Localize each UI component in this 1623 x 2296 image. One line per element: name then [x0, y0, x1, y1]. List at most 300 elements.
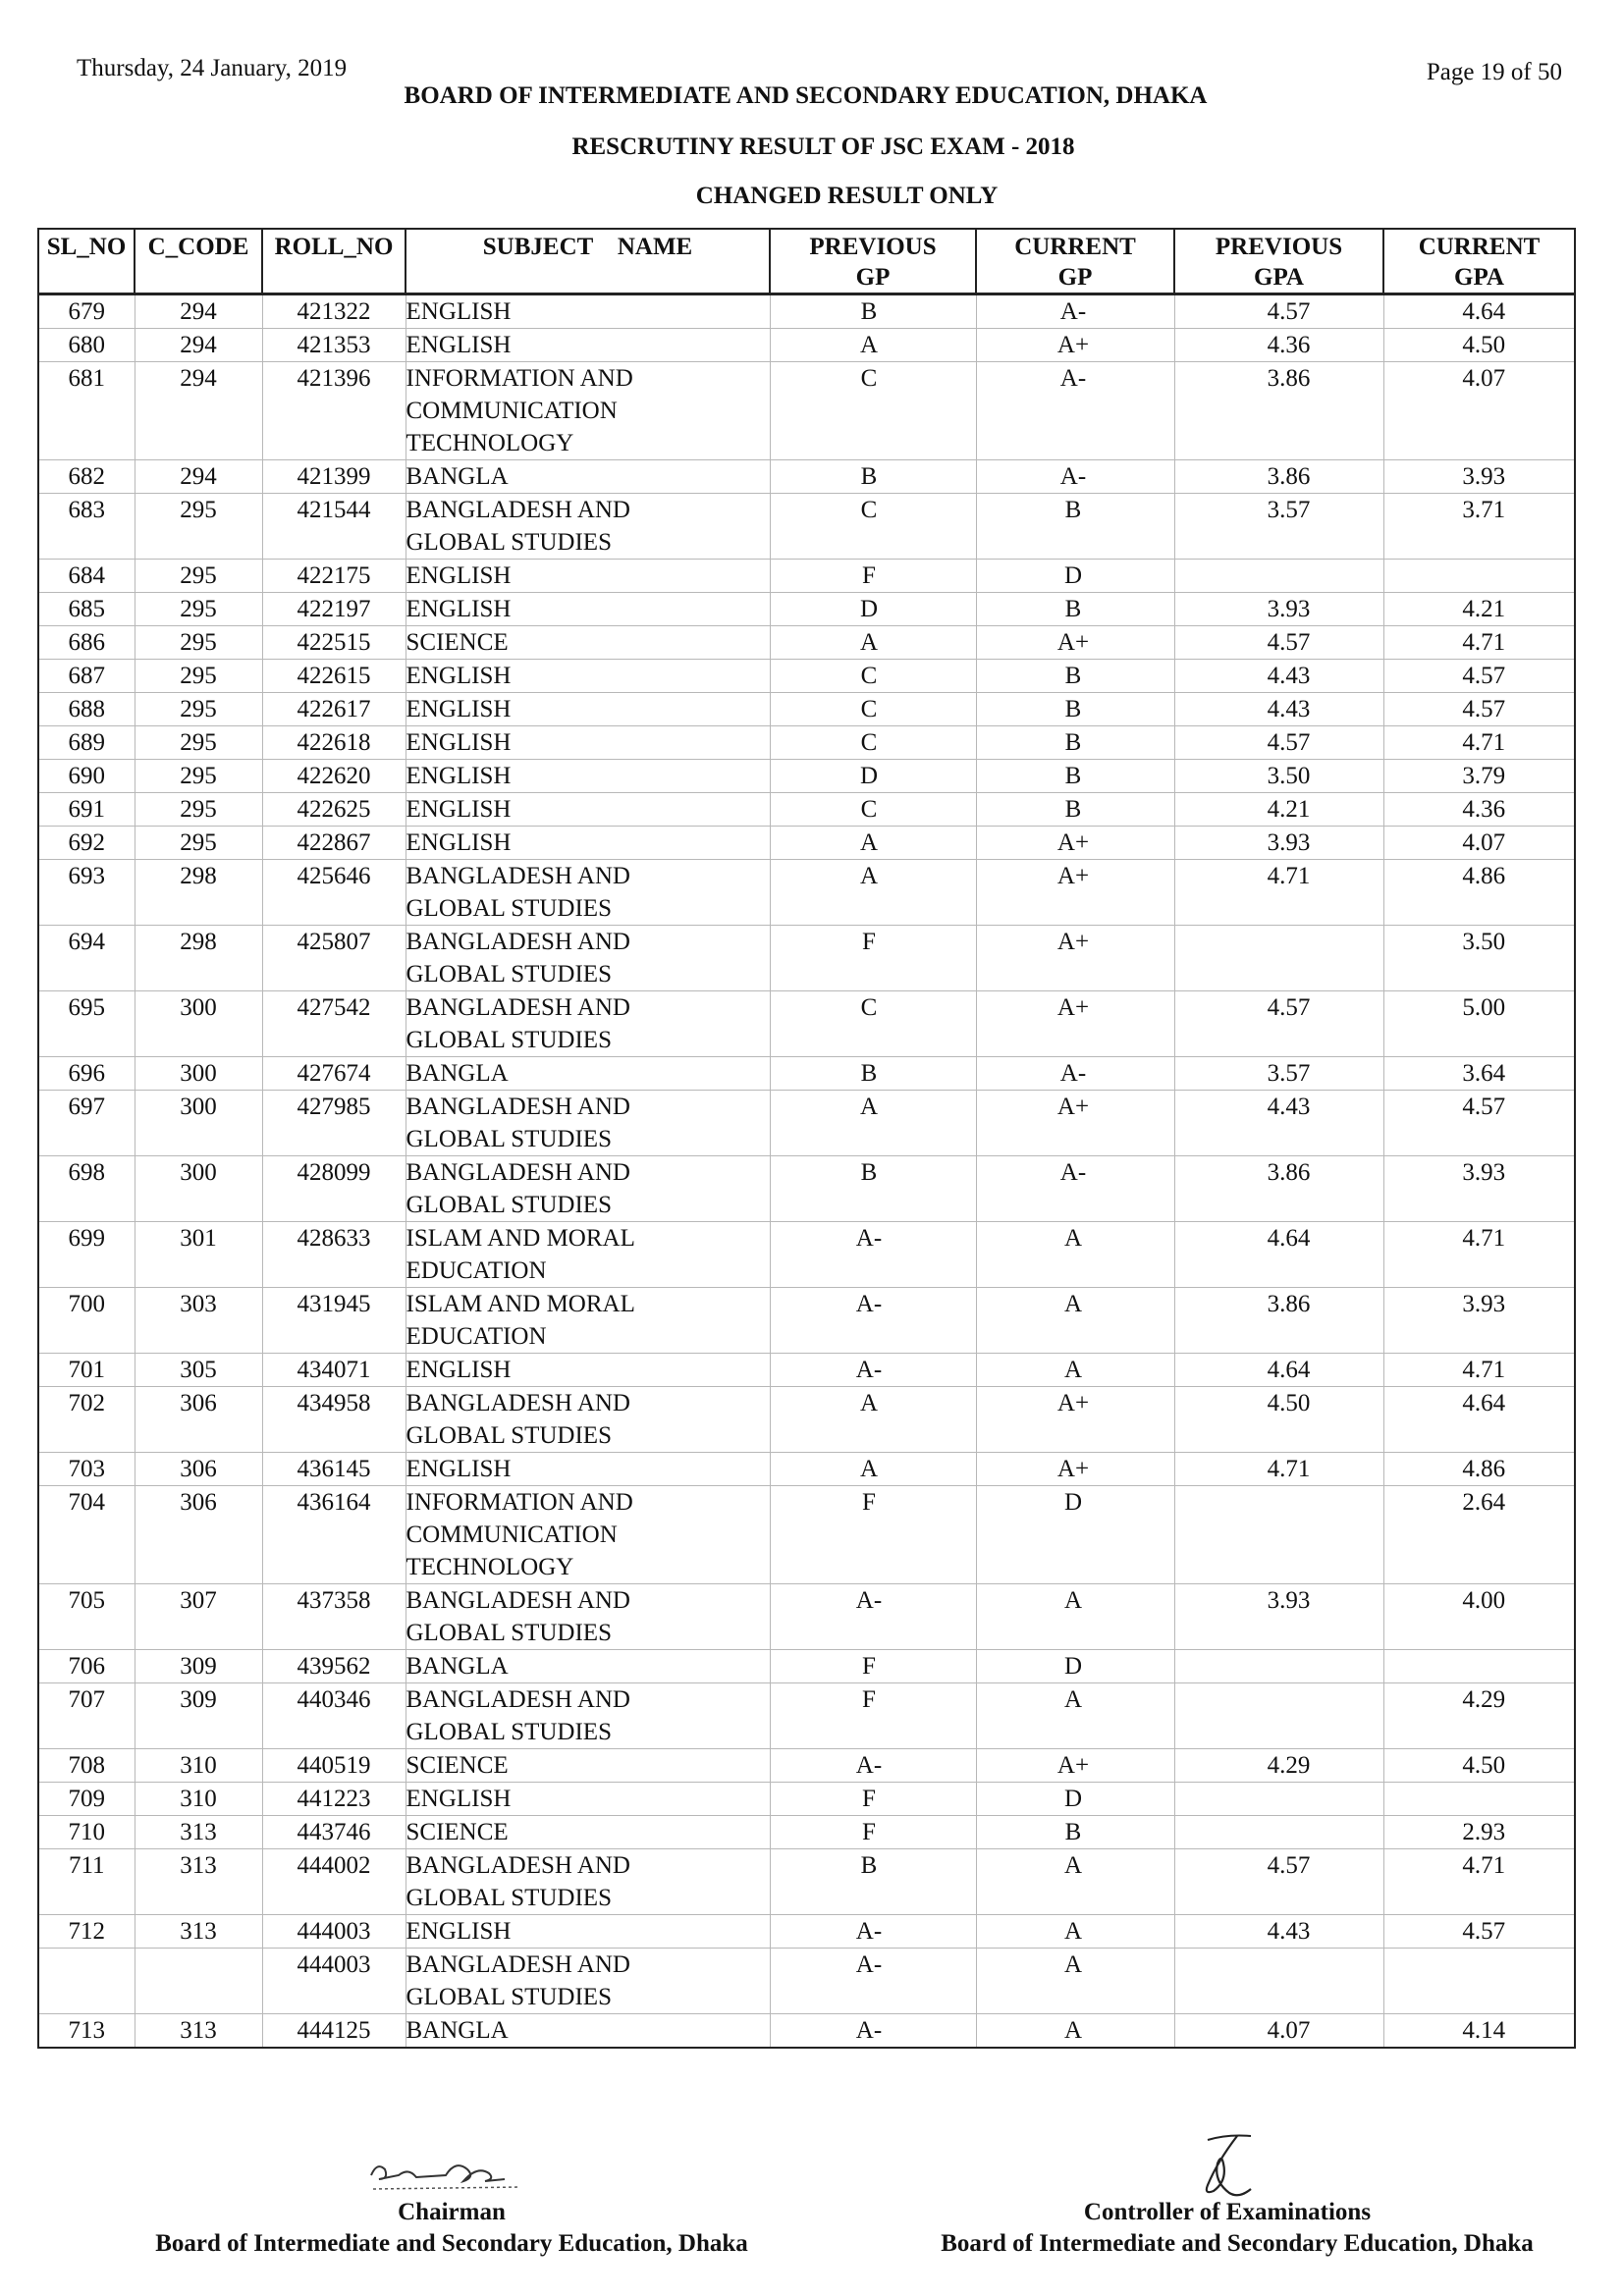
sl-no-cell: 713 — [38, 2014, 135, 2049]
previous-gp-cell: A- — [770, 1949, 976, 2014]
subject-line: COMMUNICATION — [406, 1522, 618, 1548]
current-gp-cell: A- — [976, 1057, 1174, 1091]
c-code-cell: 294 — [135, 362, 262, 460]
subject-cell — [406, 827, 770, 860]
sl-no-cell: 710 — [38, 1816, 135, 1849]
previous-gp-cell: A- — [770, 1749, 976, 1783]
subject-line: BANGLA — [406, 2017, 509, 2044]
roll-no-cell: 422617 — [262, 693, 406, 726]
roll-no-cell: 422615 — [262, 660, 406, 693]
c-code-cell: 295 — [135, 827, 262, 860]
subject-cell — [406, 460, 770, 494]
roll-no-cell: 436164 — [262, 1486, 406, 1584]
roll-no-cell: 422620 — [262, 760, 406, 793]
subject-cell — [406, 793, 770, 827]
col-header-current-gp-line1: CURRENT — [1014, 234, 1136, 260]
sl-no-cell: 704 — [38, 1486, 135, 1584]
previous-gp-cell: A- — [770, 1584, 976, 1650]
roll-no-cell: 421544 — [262, 494, 406, 560]
c-code-cell: 310 — [135, 1783, 262, 1816]
col-header-subject: SUBJECT NAME — [406, 229, 770, 294]
roll-no-cell: 434958 — [262, 1387, 406, 1453]
table-row — [38, 1091, 1575, 1156]
current-gp-cell: A+ — [976, 926, 1174, 991]
sl-no-cell: 700 — [38, 1288, 135, 1354]
current-gp-cell: A+ — [976, 626, 1174, 660]
previous-gp-cell: C — [770, 793, 976, 827]
subject-line: BANGLADESH AND — [406, 994, 630, 1021]
subject-cell — [406, 1091, 770, 1156]
controller-title: Controller of Examinations — [1083, 2199, 1372, 2225]
previous-gpa-cell: 4.57 — [1174, 726, 1383, 760]
subject-line: ENGLISH — [406, 663, 512, 689]
previous-gpa-cell: 4.36 — [1174, 329, 1383, 362]
roll-no-cell: 421322 — [262, 294, 406, 329]
previous-gpa-cell: 3.57 — [1174, 494, 1383, 560]
roll-no-cell: 422618 — [262, 726, 406, 760]
roll-no-cell: 431945 — [262, 1288, 406, 1354]
previous-gp-cell: A — [770, 329, 976, 362]
table-row — [38, 1453, 1575, 1486]
table-row — [38, 1222, 1575, 1288]
c-code-cell: 313 — [135, 1849, 262, 1915]
previous-gp-cell: C — [770, 726, 976, 760]
roll-no-cell: 428633 — [262, 1222, 406, 1288]
col-header-previous-gp — [770, 229, 976, 294]
sl-no-cell: 682 — [38, 460, 135, 494]
roll-no-cell: 425646 — [262, 860, 406, 926]
previous-gpa-cell: 4.64 — [1174, 1354, 1383, 1387]
subject-line: GLOBAL STUDIES — [406, 895, 612, 922]
table-row — [38, 329, 1575, 362]
c-code-cell: 295 — [135, 726, 262, 760]
current-gpa-cell: 4.21 — [1383, 593, 1575, 626]
table-header-row — [38, 229, 1575, 294]
subject-line: GLOBAL STUDIES — [406, 1719, 612, 1745]
current-gp-cell: B — [976, 1816, 1174, 1849]
roll-no-cell: 444002 — [262, 1849, 406, 1915]
previous-gp-cell: F — [770, 1816, 976, 1849]
subject-line: ISLAM AND MORAL — [406, 1291, 635, 1317]
previous-gp-cell: C — [770, 693, 976, 726]
subject-cell — [406, 1949, 770, 2014]
col-header-previous-gpa-line1: PREVIOUS — [1215, 234, 1343, 260]
subject-cell — [406, 926, 770, 991]
previous-gpa-cell: 4.57 — [1174, 626, 1383, 660]
previous-gpa-cell: 3.57 — [1174, 1057, 1383, 1091]
sl-no-cell: 686 — [38, 626, 135, 660]
current-gp-cell: B — [976, 693, 1174, 726]
table-row — [38, 926, 1575, 991]
table-row — [38, 1156, 1575, 1222]
c-code-cell: 300 — [135, 1057, 262, 1091]
current-gp-cell: A+ — [976, 860, 1174, 926]
col-header-previous-gpa-line2: GPA — [1254, 264, 1304, 291]
previous-gp-cell: A — [770, 827, 976, 860]
c-code-cell: 301 — [135, 1222, 262, 1288]
subject-cell — [406, 560, 770, 593]
previous-gpa-cell — [1174, 926, 1383, 991]
table-row — [38, 827, 1575, 860]
previous-gpa-cell: 4.43 — [1174, 1915, 1383, 1949]
sl-no-cell: 692 — [38, 827, 135, 860]
c-code-cell: 295 — [135, 626, 262, 660]
roll-no-cell: 425807 — [262, 926, 406, 991]
subject-line: GLOBAL STUDIES — [406, 1027, 612, 1053]
col-header-current-gpa — [1383, 229, 1575, 294]
previous-gpa-cell — [1174, 1486, 1383, 1584]
subject-line: INFORMATION AND — [406, 365, 633, 392]
results-body — [38, 294, 1575, 2049]
sl-no-cell: 707 — [38, 1683, 135, 1749]
sl-no-cell: 695 — [38, 991, 135, 1057]
c-code-cell: 310 — [135, 1749, 262, 1783]
subject-line: BANGLADESH AND — [406, 1390, 630, 1416]
previous-gp-cell: F — [770, 1486, 976, 1584]
current-gp-cell: B — [976, 660, 1174, 693]
table-row — [38, 760, 1575, 793]
sl-no-cell: 685 — [38, 593, 135, 626]
subject-line: ENGLISH — [406, 729, 512, 756]
subject-line: ENGLISH — [406, 1456, 512, 1482]
current-gp-cell: A — [976, 1683, 1174, 1749]
current-gpa-cell — [1383, 1783, 1575, 1816]
col-header-c-code: C_CODE — [135, 229, 262, 294]
sl-no-cell: 701 — [38, 1354, 135, 1387]
c-code-cell: 300 — [135, 991, 262, 1057]
previous-gp-cell: F — [770, 1783, 976, 1816]
current-gpa-cell — [1383, 560, 1575, 593]
current-gpa-cell: 3.93 — [1383, 460, 1575, 494]
previous-gp-cell: A- — [770, 1354, 976, 1387]
current-gp-cell: B — [976, 793, 1174, 827]
previous-gp-cell: A- — [770, 1288, 976, 1354]
subject-line: BANGLADESH AND — [406, 1094, 630, 1120]
table-row — [38, 1915, 1575, 1949]
c-code-cell: 313 — [135, 1915, 262, 1949]
chairman-title: Chairman — [398, 2199, 506, 2225]
sl-no-cell: 702 — [38, 1387, 135, 1453]
subject-cell — [406, 693, 770, 726]
previous-gpa-cell — [1174, 1683, 1383, 1749]
c-code-cell: 295 — [135, 593, 262, 626]
subject-line: GLOBAL STUDIES — [406, 1126, 612, 1152]
current-gp-cell: B — [976, 593, 1174, 626]
current-gp-cell: A- — [976, 1156, 1174, 1222]
subject-cell — [406, 362, 770, 460]
c-code-cell — [135, 1949, 262, 2014]
roll-no-cell: 422625 — [262, 793, 406, 827]
table-row — [38, 1387, 1575, 1453]
previous-gpa-cell: 3.86 — [1174, 1156, 1383, 1222]
current-gpa-cell: 4.14 — [1383, 2014, 1575, 2049]
previous-gp-cell: F — [770, 1683, 976, 1749]
previous-gp-cell: B — [770, 294, 976, 329]
table-row — [38, 1650, 1575, 1683]
table-row — [38, 460, 1575, 494]
subject-line: ISLAM AND MORAL — [406, 1225, 635, 1252]
table-row — [38, 660, 1575, 693]
sl-no-cell: 683 — [38, 494, 135, 560]
subject-cell — [406, 1453, 770, 1486]
table-row — [38, 1057, 1575, 1091]
col-header-sl-no: SL_NO — [38, 229, 135, 294]
roll-no-cell: 421396 — [262, 362, 406, 460]
c-code-cell: 300 — [135, 1156, 262, 1222]
subject-cell — [406, 1156, 770, 1222]
subject-line: BANGLADESH AND — [406, 863, 630, 889]
table-row — [38, 294, 1575, 329]
previous-gpa-cell: 4.57 — [1174, 991, 1383, 1057]
controller-signature-mark — [1178, 2130, 1276, 2201]
current-gpa-cell — [1383, 1949, 1575, 2014]
previous-gpa-cell: 4.64 — [1174, 1222, 1383, 1288]
current-gp-cell: A+ — [976, 827, 1174, 860]
subject-line: BANGLADESH AND — [406, 929, 630, 955]
sl-no-cell: 703 — [38, 1453, 135, 1486]
roll-no-cell: 427674 — [262, 1057, 406, 1091]
current-gp-cell: A+ — [976, 1091, 1174, 1156]
subject-cell — [406, 1057, 770, 1091]
previous-gpa-cell: 3.93 — [1174, 827, 1383, 860]
sl-no-cell: 684 — [38, 560, 135, 593]
subject-line: COMMUNICATION — [406, 398, 618, 424]
previous-gpa-cell — [1174, 1650, 1383, 1683]
roll-no-cell: 439562 — [262, 1650, 406, 1683]
current-gp-cell: B — [976, 760, 1174, 793]
subject-line: GLOBAL STUDIES — [406, 529, 612, 556]
subject-line: GLOBAL STUDIES — [406, 1620, 612, 1646]
subject-cell — [406, 1816, 770, 1849]
table-row — [38, 494, 1575, 560]
subject-line: SCIENCE — [406, 1819, 509, 1845]
previous-gp-cell: A — [770, 860, 976, 926]
current-gp-cell: A+ — [976, 1749, 1174, 1783]
subject-cell — [406, 329, 770, 362]
c-code-cell: 295 — [135, 760, 262, 793]
subject-line: TECHNOLOGY — [406, 430, 574, 456]
table-row — [38, 1816, 1575, 1849]
sl-no-cell: 693 — [38, 860, 135, 926]
previous-gp-cell: A- — [770, 2014, 976, 2049]
current-gp-cell: A — [976, 1584, 1174, 1650]
current-gp-cell: A — [976, 1949, 1174, 2014]
table-row — [38, 1683, 1575, 1749]
subject-cell — [406, 660, 770, 693]
current-gpa-cell: 4.64 — [1383, 294, 1575, 329]
previous-gpa-cell: 4.57 — [1174, 294, 1383, 329]
c-code-cell: 313 — [135, 2014, 262, 2049]
table-row — [38, 1584, 1575, 1650]
previous-gp-cell: B — [770, 1057, 976, 1091]
previous-gpa-cell: 4.57 — [1174, 1849, 1383, 1915]
previous-gpa-cell: 4.43 — [1174, 693, 1383, 726]
previous-gp-cell: C — [770, 660, 976, 693]
table-row — [38, 1354, 1575, 1387]
sl-no-cell: 694 — [38, 926, 135, 991]
sl-no-cell: 690 — [38, 760, 135, 793]
previous-gpa-cell: 3.86 — [1174, 1288, 1383, 1354]
current-gp-cell: A- — [976, 460, 1174, 494]
previous-gpa-cell — [1174, 1816, 1383, 1849]
subject-cell — [406, 2014, 770, 2049]
previous-gpa-cell: 4.43 — [1174, 660, 1383, 693]
previous-gpa-cell — [1174, 1783, 1383, 1816]
subject-line: ENGLISH — [406, 1786, 512, 1812]
col-header-roll-no: ROLL_NO — [262, 229, 406, 294]
board-heading: BOARD OF INTERMEDIATE AND SECONDARY EDUCATION, DHAKA — [404, 82, 1208, 109]
c-code-cell: 294 — [135, 294, 262, 329]
subject-cell — [406, 1387, 770, 1453]
previous-gp-cell: F — [770, 560, 976, 593]
current-gpa-cell: 4.71 — [1383, 1222, 1575, 1288]
c-code-cell: 295 — [135, 693, 262, 726]
previous-gp-cell: C — [770, 362, 976, 460]
sl-no-cell: 680 — [38, 329, 135, 362]
sl-no-cell: 709 — [38, 1783, 135, 1816]
subject-cell — [406, 593, 770, 626]
current-gpa-cell: 4.07 — [1383, 827, 1575, 860]
roll-no-cell: 422197 — [262, 593, 406, 626]
sl-no-cell: 691 — [38, 793, 135, 827]
roll-no-cell: 440346 — [262, 1683, 406, 1749]
current-gpa-cell: 3.50 — [1383, 926, 1575, 991]
current-gpa-cell: 4.29 — [1383, 1683, 1575, 1749]
current-gpa-cell: 4.50 — [1383, 329, 1575, 362]
sl-no-cell: 696 — [38, 1057, 135, 1091]
roll-no-cell: 436145 — [262, 1453, 406, 1486]
current-gpa-cell: 2.64 — [1383, 1486, 1575, 1584]
subject-line: GLOBAL STUDIES — [406, 1984, 612, 2010]
current-gpa-cell: 4.71 — [1383, 626, 1575, 660]
result-note: CHANGED RESULT ONLY — [695, 183, 999, 209]
subject-cell — [406, 294, 770, 329]
subject-cell — [406, 726, 770, 760]
c-code-cell: 306 — [135, 1453, 262, 1486]
exam-title: RESCRUTINY RESULT OF JSC EXAM - 2018 — [571, 133, 1075, 160]
roll-no-cell: 444003 — [262, 1915, 406, 1949]
previous-gp-cell: C — [770, 494, 976, 560]
subject-cell — [406, 1584, 770, 1650]
previous-gpa-cell: 3.93 — [1174, 593, 1383, 626]
roll-no-cell: 444003 — [262, 1949, 406, 2014]
page-number: Page 19 of 50 — [1426, 59, 1562, 85]
current-gpa-cell: 4.71 — [1383, 1354, 1575, 1387]
previous-gp-cell: D — [770, 593, 976, 626]
table-row — [38, 362, 1575, 460]
c-code-cell: 313 — [135, 1816, 262, 1849]
subject-cell — [406, 1783, 770, 1816]
subject-line: ENGLISH — [406, 298, 512, 325]
subject-line: GLOBAL STUDIES — [406, 1422, 612, 1449]
sl-no-cell: 679 — [38, 294, 135, 329]
previous-gp-cell: A — [770, 1387, 976, 1453]
roll-no-cell: 444125 — [262, 2014, 406, 2049]
current-gp-cell: B — [976, 494, 1174, 560]
subject-cell — [406, 991, 770, 1057]
previous-gpa-cell: 4.71 — [1174, 860, 1383, 926]
previous-gp-cell: B — [770, 1156, 976, 1222]
current-gpa-cell: 5.00 — [1383, 991, 1575, 1057]
current-gpa-cell: 4.71 — [1383, 726, 1575, 760]
subject-cell — [406, 1486, 770, 1584]
table-row — [38, 2014, 1575, 2049]
c-code-cell: 309 — [135, 1650, 262, 1683]
table-row — [38, 1783, 1575, 1816]
sl-no-cell: 681 — [38, 362, 135, 460]
current-gpa-cell: 4.57 — [1383, 1091, 1575, 1156]
current-gpa-cell: 4.36 — [1383, 793, 1575, 827]
subject-line: EDUCATION — [406, 1323, 547, 1350]
table-row — [38, 860, 1575, 926]
sl-no-cell: 689 — [38, 726, 135, 760]
current-gpa-cell: 4.57 — [1383, 660, 1575, 693]
subject-line: ENGLISH — [406, 696, 512, 722]
previous-gp-cell: C — [770, 991, 976, 1057]
sl-no-cell: 688 — [38, 693, 135, 726]
subject-cell — [406, 1749, 770, 1783]
subject-line: INFORMATION AND — [406, 1489, 633, 1516]
current-gpa-cell: 4.50 — [1383, 1749, 1575, 1783]
previous-gp-cell: F — [770, 1650, 976, 1683]
sl-no-cell: 706 — [38, 1650, 135, 1683]
c-code-cell: 306 — [135, 1486, 262, 1584]
subject-cell — [406, 1849, 770, 1915]
current-gpa-cell: 4.71 — [1383, 1849, 1575, 1915]
table-row — [38, 560, 1575, 593]
subject-line: BANGLA — [406, 1653, 509, 1680]
col-header-previous-gpa — [1174, 229, 1383, 294]
current-gp-cell: A+ — [976, 1453, 1174, 1486]
sl-no-cell: 705 — [38, 1584, 135, 1650]
sl-no-cell: 697 — [38, 1091, 135, 1156]
subject-line: BANGLADESH AND — [406, 1852, 630, 1879]
subject-line: BANGLADESH AND — [406, 497, 630, 523]
c-code-cell: 303 — [135, 1288, 262, 1354]
previous-gpa-cell — [1174, 560, 1383, 593]
current-gp-cell: D — [976, 1650, 1174, 1683]
roll-no-cell: 421353 — [262, 329, 406, 362]
previous-gp-cell: A — [770, 1091, 976, 1156]
c-code-cell: 300 — [135, 1091, 262, 1156]
subject-cell — [406, 1915, 770, 1949]
current-gp-cell: A — [976, 1915, 1174, 1949]
subject-line: ENGLISH — [406, 1357, 512, 1383]
subject-line: BANGLADESH AND — [406, 1159, 630, 1186]
roll-no-cell: 441223 — [262, 1783, 406, 1816]
subject-line: ENGLISH — [406, 796, 512, 823]
current-gpa-cell: 2.93 — [1383, 1816, 1575, 1849]
current-gpa-cell: 4.86 — [1383, 1453, 1575, 1486]
subject-line: ENGLISH — [406, 829, 512, 856]
subject-line: ENGLISH — [406, 332, 512, 358]
subject-line: BANGLA — [406, 463, 509, 490]
previous-gpa-cell: 4.50 — [1174, 1387, 1383, 1453]
subject-line: GLOBAL STUDIES — [406, 961, 612, 988]
c-code-cell: 307 — [135, 1584, 262, 1650]
current-gpa-cell: 4.86 — [1383, 860, 1575, 926]
previous-gpa-cell: 3.86 — [1174, 362, 1383, 460]
subject-line: BANGLA — [406, 1060, 509, 1087]
previous-gp-cell: A- — [770, 1222, 976, 1288]
current-gpa-cell: 4.07 — [1383, 362, 1575, 460]
subject-line: BANGLADESH AND — [406, 1686, 630, 1713]
controller-board: Board of Intermediate and Secondary Education, Dhaka — [941, 2230, 1534, 2257]
table-row — [38, 593, 1575, 626]
sl-no-cell — [38, 1949, 135, 2014]
subject-line: ENGLISH — [406, 1918, 512, 1945]
table-row — [38, 1849, 1575, 1915]
